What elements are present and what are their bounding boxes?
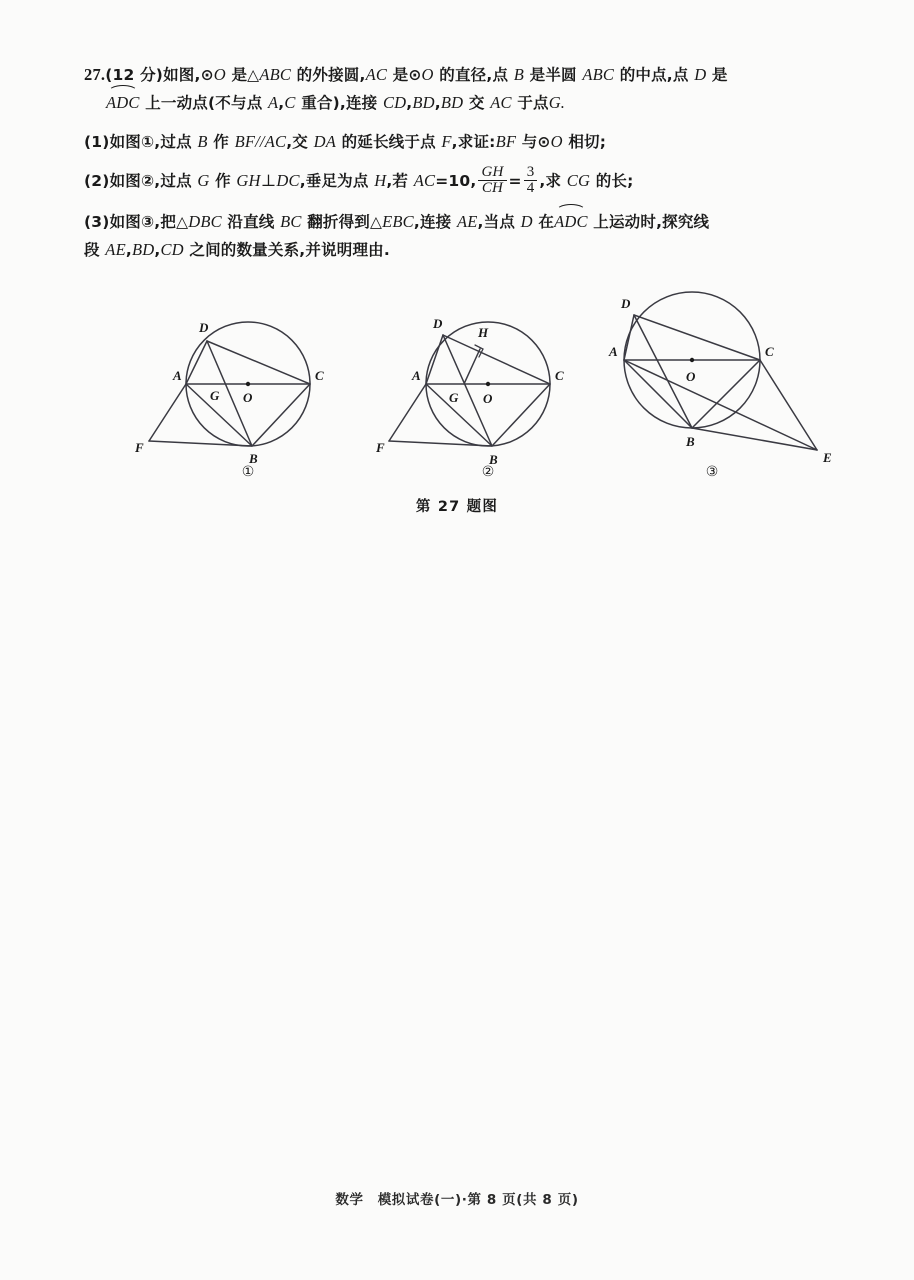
question-score: (12 分)	[105, 66, 164, 84]
question-number: 27.	[84, 65, 106, 84]
stem-text-2: 是△	[225, 66, 260, 84]
part3-dbc: DBC	[188, 212, 222, 232]
part1-bf-parallel-ac: BF//AC	[234, 132, 287, 152]
segment-ab-fig3	[624, 360, 692, 428]
point-label-f-fig1: F	[135, 440, 144, 455]
center-dot-fig1	[246, 382, 250, 386]
stem2-comma-1: ,	[278, 93, 285, 112]
part2-ac: AC	[413, 170, 436, 190]
part3-label: (3)	[84, 213, 110, 232]
point-label-a-fig2: A	[412, 368, 421, 383]
question-stem-line-1	[84, 62, 844, 88]
stem2-bd-2: BD	[440, 92, 464, 112]
stem-abc-2: ABC	[582, 65, 615, 84]
stem-text-7: 的中点,点	[614, 66, 695, 84]
part1-b: B	[197, 132, 208, 152]
stem2-g: G.	[548, 92, 566, 112]
stem2-ac: AC	[490, 92, 512, 112]
fraction-three-fourths	[524, 165, 538, 198]
part3-d: D	[520, 212, 533, 232]
part3b-ae: AE	[105, 239, 126, 259]
part3b-text-1: 段	[84, 240, 106, 259]
part3-text-3: 翻折得到△	[301, 213, 383, 232]
figure-2	[375, 288, 595, 488]
part2-g: G	[197, 170, 210, 190]
stem-text-1: 如图,⊙	[163, 66, 214, 84]
fraction-4-denominator: 4	[524, 180, 538, 197]
part3b-comma-2: ,	[154, 240, 161, 259]
part2-equals: =	[508, 171, 522, 190]
stem2-cd: CD	[382, 92, 407, 112]
question-part-1	[84, 129, 844, 155]
segment-fb-fig1	[149, 441, 252, 446]
part1-f: F	[441, 132, 452, 152]
figure-3-svg	[592, 288, 852, 488]
fraction-3-numerator: 3	[526, 163, 535, 180]
part3b-comma-1: ,	[125, 240, 132, 259]
part2-label: (2)	[84, 171, 110, 190]
part2-text-7: 的长;	[590, 171, 634, 190]
stem-text-6: 是半圆	[524, 66, 583, 84]
point-label-h-fig2: H	[478, 325, 489, 340]
stem-d: D	[694, 65, 707, 84]
point-label-g-fig1: G	[210, 388, 220, 403]
page-footer: 数学 模拟试卷(一)·第 8 页(共 8 页)	[335, 1192, 579, 1208]
stem-text-5: 的直径,点	[433, 66, 514, 84]
stem2-c: C	[284, 92, 296, 112]
part3-text-7: 上运动时,探究线	[587, 213, 710, 232]
part3-text-5: ,当点	[477, 213, 521, 232]
part3-text-6: 在	[532, 213, 555, 232]
part1-text-5: ,求证:	[451, 133, 496, 152]
part1-o: O	[550, 132, 563, 152]
point-label-c-fig2: C	[555, 368, 564, 383]
stem-triangle-abc: ABC	[259, 65, 292, 84]
part1-text-6: 与⊙	[516, 133, 551, 152]
part1-text-1: 如图①,过点	[109, 133, 198, 152]
fraction-gh-numerator: GH	[481, 163, 504, 180]
point-label-d-fig3: D	[621, 296, 631, 311]
part2-ac-value: =10,	[435, 171, 477, 190]
stem-ac: AC	[365, 65, 388, 84]
part3b-bd: BD	[131, 239, 155, 259]
figure-caption: 第 27 题图	[415, 499, 499, 515]
stem2-text-2: 重合),连接	[295, 93, 383, 112]
point-label-e-fig3: E	[823, 450, 832, 465]
figure-3-number: ③	[705, 464, 719, 480]
figure-2-svg	[375, 288, 595, 488]
stem-circle-o-1: O	[213, 65, 226, 84]
center-dot-fig2	[486, 382, 490, 386]
stem-circle-o-2: O	[421, 65, 434, 84]
fraction-gh-ch	[478, 165, 506, 198]
part2-text-3: ,垂足为点	[299, 171, 375, 190]
point-label-a-fig1: A	[173, 368, 182, 383]
part2-text-4: ,若	[386, 171, 414, 190]
point-label-o-fig1: O	[243, 390, 253, 405]
part3-arc-adc: ADC	[554, 209, 588, 235]
point-label-b-fig2: B	[489, 452, 498, 467]
segment-af-extended-fig2	[389, 384, 426, 441]
part1-text-2: 作	[207, 133, 235, 152]
segment-gh-fig2	[464, 349, 480, 384]
figure-2-number: ②	[481, 464, 495, 480]
point-label-g-fig2: G	[449, 390, 459, 405]
figures-container	[0, 288, 914, 503]
point-label-d-fig2: D	[433, 316, 443, 331]
point-label-b-fig3: B	[686, 434, 695, 449]
stem-b: B	[513, 65, 525, 84]
figure-1	[130, 288, 360, 488]
figure-3	[592, 288, 852, 488]
part3-text-2: 沿直线	[221, 213, 281, 232]
question-stem-line-2	[84, 90, 844, 116]
part3-text-4: ,连接	[413, 213, 457, 232]
part2-h: H	[374, 170, 387, 190]
stem-text-4: 是⊙	[387, 66, 422, 84]
question-part-3-line-2	[84, 237, 844, 263]
part3-ebc: EBC	[382, 212, 414, 232]
stem2-text-1: 上一动点(不与点	[139, 93, 268, 112]
center-dot-fig3	[690, 358, 694, 362]
part1-text-3: ,交	[286, 133, 314, 152]
point-label-d-fig1: D	[199, 320, 209, 335]
part3-text-1: 如图③,把△	[109, 213, 189, 232]
question-part-2	[84, 163, 844, 199]
part1-bf: BF	[495, 132, 517, 152]
part3-ae: AE	[456, 212, 478, 232]
segment-da-fig2	[426, 335, 443, 384]
part2-text-2: 作	[209, 171, 237, 190]
stem2-comma-3: ,	[434, 93, 441, 112]
segment-be-fig3	[692, 428, 817, 450]
point-label-a-fig3: A	[609, 344, 618, 359]
part2-text-1: 如图②,过点	[109, 171, 198, 190]
part1-text-7: 相切;	[562, 133, 607, 152]
fraction-ch-denominator: CH	[478, 180, 506, 197]
stem2-text-4: 于点	[511, 93, 549, 112]
question-block	[84, 62, 844, 262]
part2-gh-perp-dc: GH⊥DC	[236, 170, 300, 190]
point-label-b-fig1: B	[249, 451, 258, 466]
segment-da-fig3	[624, 315, 634, 360]
segment-fb-fig2	[389, 441, 492, 446]
part1-label: (1)	[84, 133, 110, 152]
point-label-o-fig3: O	[686, 369, 696, 384]
question-part-3	[84, 209, 844, 235]
part1-text-4: 的延长线于点	[335, 133, 442, 152]
stem2-a: A	[268, 92, 279, 112]
stem-text-8: 是	[706, 66, 728, 84]
point-label-c-fig1: C	[315, 368, 324, 383]
part2-text-6: ,求	[539, 171, 567, 190]
part2-cg: CG	[566, 170, 591, 190]
figure-1-svg	[130, 288, 360, 488]
point-label-o-fig2: O	[483, 391, 493, 406]
part3b-text-2: 之间的数量关系,并说明理由.	[183, 240, 390, 259]
segment-af-extended-fig1	[149, 384, 186, 441]
part3-bc: BC	[280, 212, 302, 232]
stem2-comma-2: ,	[406, 93, 413, 112]
part3b-cd: CD	[160, 239, 184, 259]
figure-1-number: ①	[241, 464, 255, 480]
stem2-bd: BD	[412, 92, 435, 112]
part1-da: DA	[313, 132, 336, 152]
point-label-f-fig2: F	[376, 440, 385, 455]
segment-bc-fig3	[692, 360, 760, 428]
point-label-c-fig3: C	[765, 344, 774, 359]
arc-adc-label: ADC	[106, 90, 140, 116]
stem2-text-3: 交	[463, 93, 491, 112]
stem-text-3: 的外接圆,	[291, 66, 366, 84]
